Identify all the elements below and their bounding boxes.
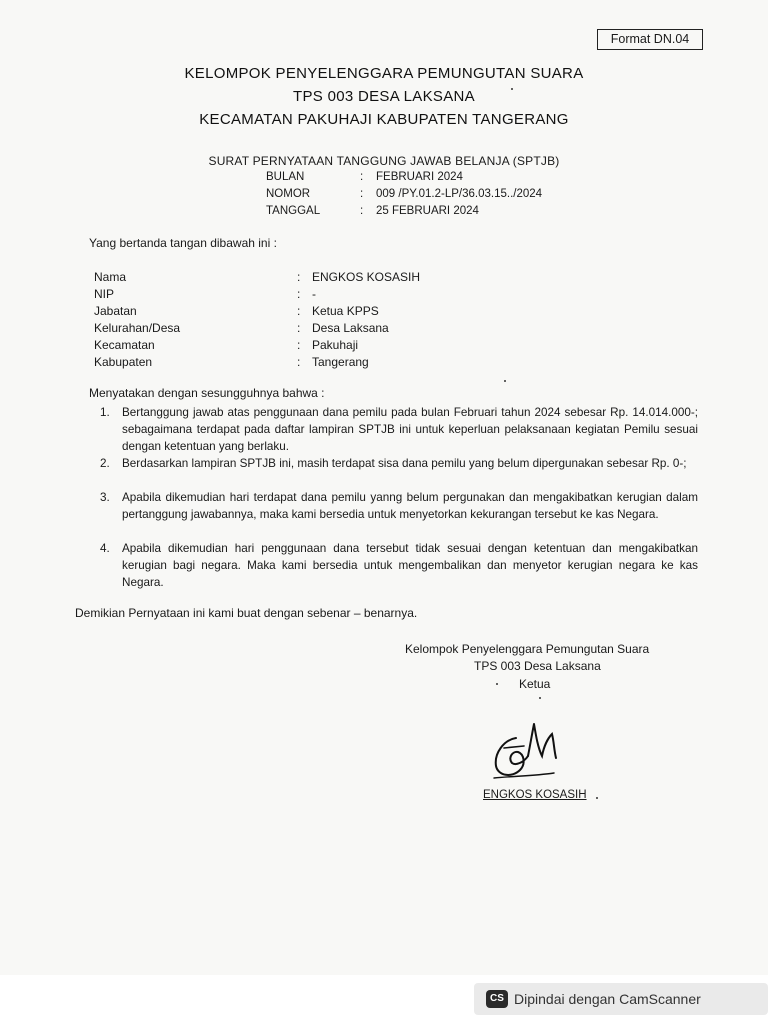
field-value: Desa Laksana [312, 321, 389, 335]
field-colon: : [297, 355, 301, 369]
closing-text: Demikian Pernyataan ini kami buat dengan sebenar – benarnya. [75, 606, 418, 620]
item-number: 4. [100, 542, 110, 555]
org-line-1: Kelompok Penyelenggara Pemungutan Suara [405, 642, 650, 656]
document-title: SURAT PERNYATAAN TANGGUNG JAWAB BELANJA (SPTJB) [208, 154, 560, 168]
item-number: 3. [100, 491, 110, 504]
field-value: Tangerang [312, 355, 369, 369]
role-label: Ketua [519, 677, 551, 691]
meta-colon: : [360, 188, 364, 200]
field-colon: : [297, 304, 301, 318]
item-text: Bertanggung jawab atas penggunaan dana pemilu pada bulan Februari tahun 2024 sebesar Rp. 14.014.000-; sebagaimana terdapat pada daftar lampiran SPTJB ini untuk keperluan pelaksanaan kegiatan Pemilu sesuai dengan ketentuan yang berlaku. [122, 406, 698, 453]
meta-label: NOMOR [266, 188, 311, 200]
scan-speck [511, 88, 513, 90]
meta-colon: : [360, 205, 364, 217]
camscanner-logo-icon: CS [486, 990, 508, 1008]
field-colon: : [297, 270, 301, 284]
meta-colon: : [360, 171, 364, 183]
org-line-2: TPS 003 Desa Laksana [474, 659, 601, 673]
field-colon: : [297, 287, 301, 301]
field-label: Jabatan [94, 304, 137, 318]
watermark-text: Dipindai dengan CamScanner [514, 991, 701, 1007]
scan-speck [539, 697, 541, 699]
header-line-3: KECAMATAN PAKUHAJI KABUPATEN TANGERANG [199, 111, 569, 128]
field-label: NIP [94, 287, 115, 301]
camscanner-watermark [474, 983, 768, 1015]
item-text: Berdasarkan lampiran SPTJB ini, masih terdapat sisa dana pemilu yang belum dipergunakan sebesar Rp. 0-; [122, 457, 687, 470]
item-text: Apabila dikemudian hari penggunaan dana tersebut tidak sesuai dengan ketentuan dan mengakibatkan kerugian bagi negara. Maka kami bersedia untuk mengembalikan dan menyetor kerugian negara ke kas Negara. [122, 542, 698, 589]
scan-speck [496, 683, 498, 685]
meta-value: 009 /PY.01.2-LP/36.03.15../2024 [376, 188, 543, 200]
meta-label: BULAN [266, 171, 305, 183]
field-label: Kabupaten [94, 355, 153, 369]
meta-value: FEBRUARI 2024 [376, 171, 463, 183]
field-label: Kelurahan/Desa [94, 321, 181, 335]
header-line-2: TPS 003 DESA LAKSANA [293, 88, 475, 105]
statement-intro: Menyatakan dengan sesungguhnya bahwa : [89, 386, 325, 400]
field-colon: : [297, 338, 301, 352]
field-value: ENGKOS KOSASIH [312, 270, 421, 284]
field-label: Kecamatan [94, 338, 155, 352]
intro-text: Yang bertanda tangan dibawah ini : [89, 236, 277, 250]
scan-speck [504, 380, 506, 382]
meta-value: 25 FEBRUARI 2024 [376, 205, 479, 217]
field-value: Pakuhaji [312, 338, 359, 352]
field-value: Ketua KPPS [312, 304, 379, 318]
item-number: 2. [100, 457, 110, 470]
field-value: - [312, 287, 316, 301]
item-text: Apabila dikemudian hari terdapat dana pemilu yanng belum pergunakan dan mengakibatkan kerugian dalam pertanggung jawabannya, maka kami bersedia untuk menyetorkan kekurangan tersebut ke kas Negara. [122, 491, 698, 521]
meta-label: TANGGAL [266, 205, 321, 217]
handwritten-signature [484, 718, 564, 788]
header-line-1: KELOMPOK PENYELENGGARA PEMUNGUTAN SUARA [184, 65, 584, 82]
field-colon: : [297, 321, 301, 335]
item-number: 1. [100, 406, 110, 419]
format-label: Format DN.04 [597, 29, 703, 50]
signer-name: ENGKOS KOSASIH [483, 789, 587, 801]
field-label: Nama [94, 270, 127, 284]
scan-speck [596, 797, 598, 799]
